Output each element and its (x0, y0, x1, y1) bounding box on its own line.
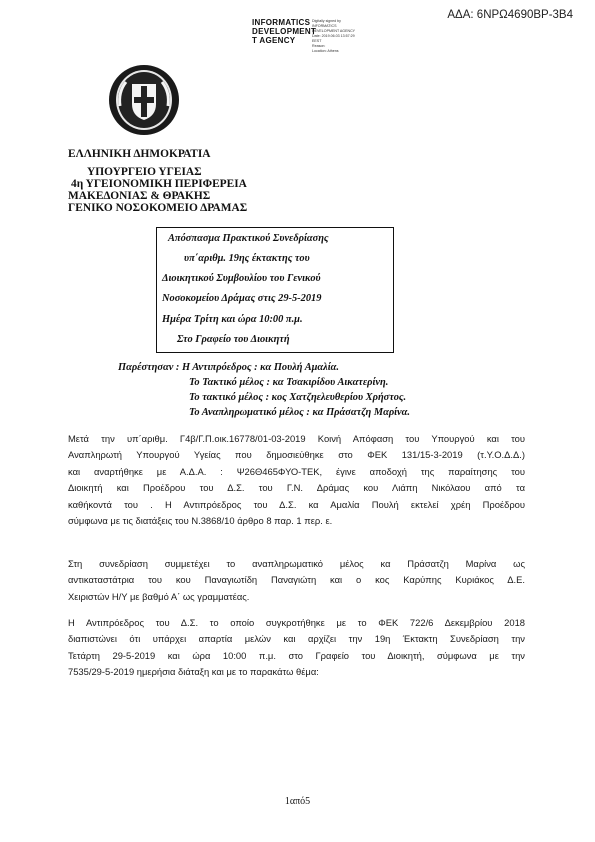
box-line: Ημέρα Τρίτη και ώρα 10:00 π.μ. (162, 314, 303, 325)
text-line: διαπιστώνει ότι υπάρχει απαρτία μελών και αρχίζει την 19η Έκτακτη Συνεδρίαση την (68, 633, 525, 645)
text-line: Στη συνεδρίαση συμμετέχει το αναπληρωματικό μέλος κα Πράσατζη Μαρίνα ως (68, 558, 525, 569)
text-line: Διοικητή και Προέδρου του Δ.Σ. του Γ.Ν. Δράμας κου Λιάπη Νικόλαου από τα (68, 482, 525, 494)
stamp-detail: Location: Athens (312, 49, 339, 53)
paragraph (68, 431, 525, 529)
stamp-line: DEVELOPMENT (252, 27, 317, 36)
stamp-detail: EEST (312, 39, 322, 43)
header-block (68, 148, 247, 214)
paragraph (68, 615, 525, 681)
stamp-detail: Digitally signed by (312, 19, 341, 23)
stamp-detail: DEVELOPMENT AGENCY (312, 29, 356, 33)
text-line: Χειριστών Η/Υ με βαθμό Α΄ ως γραμματέας. (68, 590, 250, 602)
region-title: 4η ΥΓΕΙΟΝΟΜΙΚΗ ΠΕΡΙΦΕΡΕΙΑ (71, 178, 247, 190)
page-number: 1από5 (284, 796, 311, 807)
hospital-title: ΓΕΝΙΚΟ ΝΟΣΟΚΟΜΕΙΟ ΔΡΑΜΑΣ (68, 202, 248, 214)
text-line: σύμφωνα με τις διατάξεις του Ν.3868/10 άρθρο 8 παρ. 1 περ. ε. (68, 515, 333, 527)
present-line: Το Αναπληρωματικό μέλος : κα Πράσατζη Μαρίνα. (189, 407, 411, 418)
stamp-line: INFORMATICS (252, 18, 311, 27)
text-line: Αναπληρωτή Υπουργού Υγείας που δημοσιεύθηκε στο ΦΕΚ 131/15-3-2019 (τ.Υ.Ο.Δ.Δ.) (68, 449, 525, 461)
present-line: Το Τακτικό μέλος : κα Τσακιρίδου Αικατερίνη. (189, 377, 389, 388)
text-line: Τετάρτη 29-5-2019 και ώρα 10:00 π.μ. στο Γραφείο του Διοικητή, σύμφωνα με την (68, 649, 525, 661)
present-line: Το τακτικό μέλος : κος Χατζηελευθερίου Χρήστος. (189, 392, 407, 403)
stamp-detail: Reason: (312, 44, 326, 48)
republic-title: ΕΛΛΗΝΙΚΗ ΔΗΜΟΚΡΑΤΙΑ (68, 148, 211, 160)
minutes-extract-box (156, 227, 394, 353)
box-line: Διοικητικού Συμβουλίου του Γενικού (162, 273, 321, 284)
text-line: Η Αντιπρόεδρος του Δ.Σ. το οποίο συγκροτήθηκε με το ΦΕΚ 722/6 Δεκεμβρίου 2018 (68, 617, 525, 628)
stamp-line: T AGENCY (252, 36, 296, 45)
text-line: αντικαταστάτρια του κου Παναγιωτίδη Παναγιώτη και ο κος Καρύπης Κυριάκος Δ.Ε. (68, 574, 525, 586)
stamp-detail: INFORMATICS (312, 24, 337, 28)
box-line: υπ΄αριθμ. 19ης έκτακτης του (184, 253, 310, 264)
box-line: Νοσοκομείου Δράμας στις 29-5-2019 (162, 293, 322, 304)
text-line: και αναρτήθηκε με Α.Δ.Α. : Ψ26Θ465ΦΥΟ-ΤΕΚ, έγινε αποδοχή της παραίτησης του (68, 465, 525, 477)
present-line: Παρέστησαν : Η Αντιπρόεδρος : κα Πουλή Αμαλία. (118, 362, 340, 373)
paragraph (68, 556, 525, 605)
box-line: Απόσπασμα Πρακτικού Συνεδρίασης (168, 233, 329, 244)
digital-signature-stamp (252, 18, 356, 53)
ada-code: ΑΔΑ: 6ΝΡΩ4690ΒΡ-3Β4 (447, 9, 573, 21)
ministry-title: ΥΠΟΥΡΓΕΙΟ ΥΓΕΙΑΣ (87, 166, 202, 178)
text-line: Μετά την υπ΄αριθμ. Γ4β/Γ.Π.οικ.16778/01-03-2019 Κοινή Απόφαση του Υπουργού και του (68, 433, 525, 444)
stamp-detail: Date: 2019.06.03 13:57:29 (312, 34, 355, 38)
greek-coat-of-arms-icon (108, 64, 180, 136)
area-title: ΜΑΚΕΔΟΝΙΑΣ & ΘΡΑΚΗΣ (68, 190, 211, 202)
text-line: 7535/29-5-2019 ημερήσια διάταξη και με το παρακάτω θέμα: (68, 666, 319, 678)
box-line: Στο Γραφείο του Διοικητή (177, 334, 290, 345)
text-line: καθήκοντά του . Η Αντιπρόεδρος του Δ.Σ. κα Αμαλία Πουλή εκτελεί χρέη Προέδρου (68, 498, 525, 510)
